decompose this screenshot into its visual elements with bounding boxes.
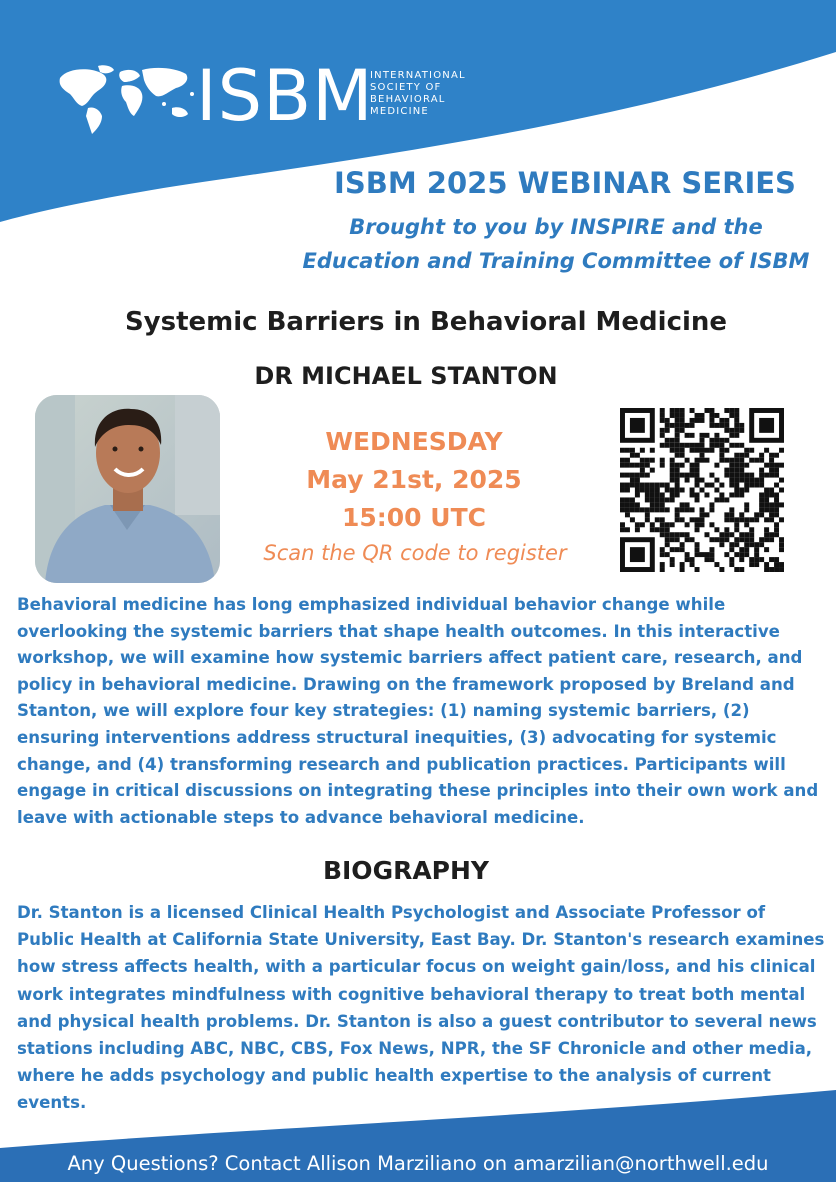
logo-subtitle-line: INTERNATIONAL: [370, 70, 466, 81]
description-paragraph: Behavioral medicine has long emphasized individual behavior change while overlooking the systemic barriers that shape health outcomes. In this interactive workshop, we will examine how systemic barriers affect patient care, research, and policy in behavioral medicine. Drawing on the framework proposed by Breland and Stanton, we will explore four key strategies: (1) naming systemic barriers, (2) ensuring interventions address structural inequities, (3) advocating for systemic change, and (4) transforming research and publication practices. Participants will engage in critical discussions on integrating these principles into their own work and leave with actionable steps to advance behavioral medicine.: [17, 595, 819, 827]
speaker-photo: [35, 395, 220, 583]
logo-wordmark: ISBM: [196, 55, 374, 137]
logo-subtitle: [370, 70, 490, 118]
biography-paragraph: Dr. Stanton is a licensed Clinical Health Psychologist and Associate Professor of Public Health at California State University, East Bay. Dr. Stanton's research examines how stress affects health, with a particular focus on weight gain/loss, and his clinical work integrates mindfulness with cognitive behavioral therapy to treat both mental and physical health problems. Dr. Stanton is also a guest contributor to several news stations including ABC, NBC, CBS, Fox News, NPR, the SF Chronicle and other media, where he adds psychology and public health expertise to the analysis of current events.: [17, 903, 825, 1113]
qr-code[interactable]: [620, 408, 784, 572]
register-instruction: Scan the QR code to register: [263, 541, 567, 565]
event-date: May 21st, 2025: [306, 465, 522, 494]
speaker-name: DR MICHAEL STANTON: [254, 362, 558, 390]
series-subtitle: [276, 210, 836, 278]
event-time: 15:00 UTC: [342, 503, 486, 532]
series-subtitle-line2: Education and Training Committee of ISBM: [302, 249, 810, 273]
series-subtitle-line1: Brought to you by INSPIRE and the: [349, 215, 763, 239]
biography-heading: BIOGRAPHY: [322, 856, 490, 885]
logo-subtitle-line: BEHAVIORAL: [370, 94, 446, 105]
event-details: [244, 423, 584, 537]
event-day: WEDNESDAY: [325, 427, 503, 456]
logo-subtitle-line: MEDICINE: [370, 106, 429, 117]
footer-contact[interactable]: Any Questions? Contact Allison Marziliano on amarzilian@northwell.edu: [67, 1152, 769, 1175]
logo-subtitle-line: SOCIETY OF: [370, 82, 442, 93]
series-title: ISBM 2025 WEBINAR SERIES: [334, 166, 796, 200]
talk-title: Systemic Barriers in Behavioral Medicine: [124, 307, 728, 337]
